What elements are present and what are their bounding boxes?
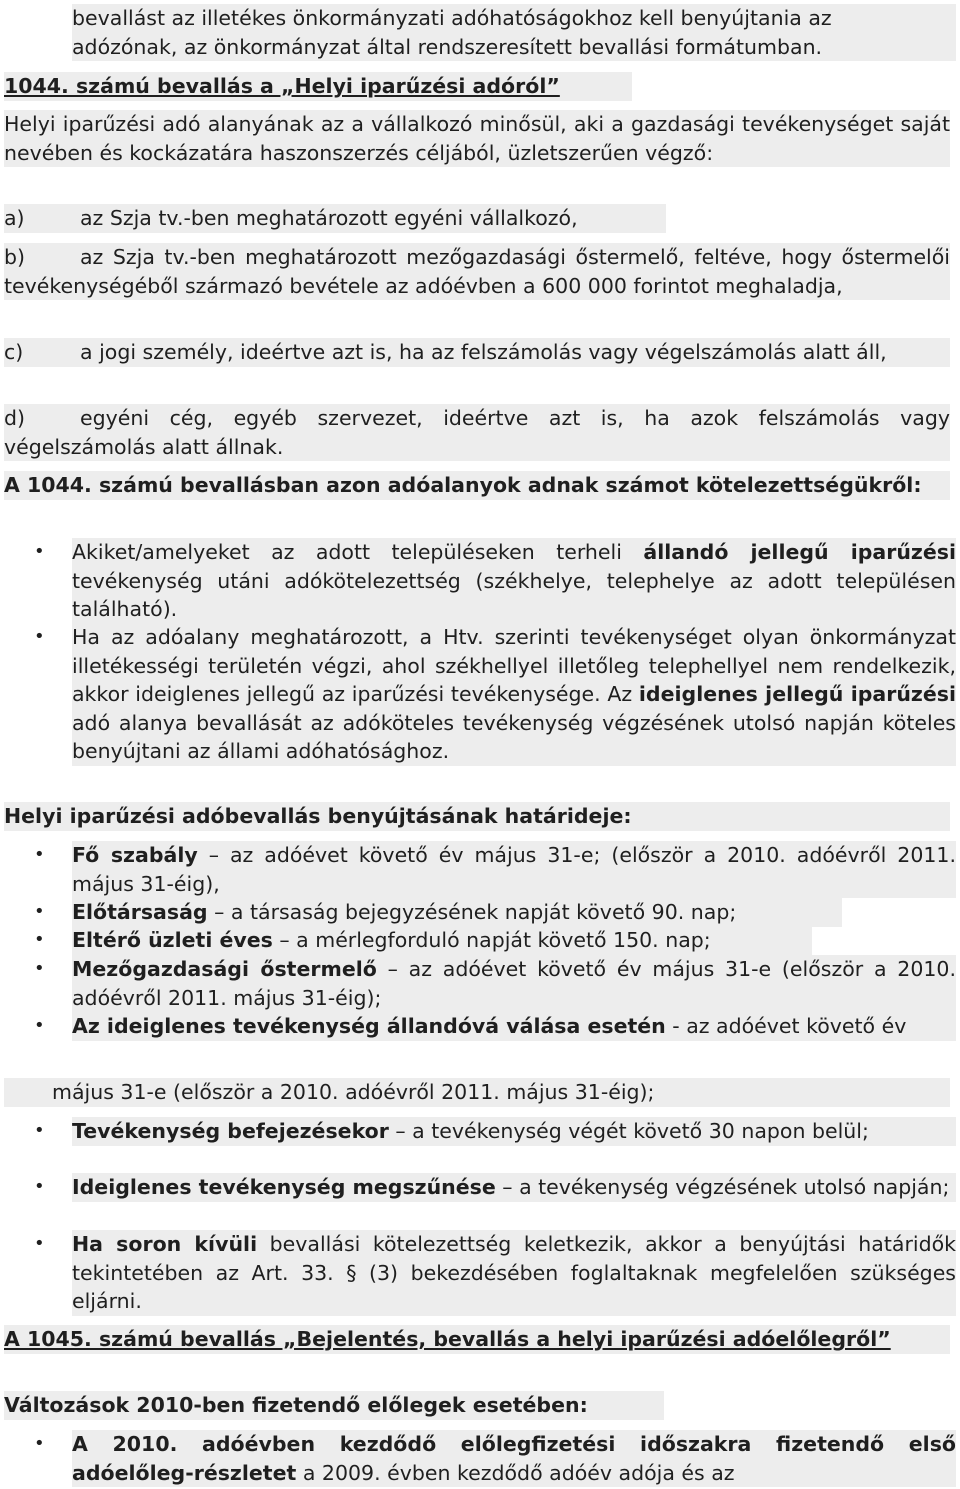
intro-line-1: bevallást az illetékes önkormányzati adóhatóságokhoz kell benyújtania az [72, 6, 832, 30]
intro-line-2: adózónak, az önkormányzat által rendszeresített bevallási formátumban. [72, 34, 823, 59]
list-item-d [4, 404, 950, 461]
bullet-icon: • [34, 1433, 45, 1454]
section-1045-heading: A 1045. számú bevallás „Bejelentés, bevallás a helyi iparűzési adóelőlegről” [4, 1325, 950, 1354]
section-1044-heading: 1044. számú bevallás a „Helyi iparűzési adóról” [4, 72, 632, 101]
bullet-icon: • [34, 901, 45, 922]
bullet-icon: • [34, 1176, 45, 1197]
bullet-icon: • [34, 844, 45, 865]
list-item-a-text: az Szja tv.-ben meghatározott egyéni vállalkozó, [80, 206, 578, 230]
bullet-icon: • [34, 1120, 45, 1141]
deadline-continuation: május 31-e (először a 2010. adóévről 2011. május 31-éig); [4, 1078, 950, 1107]
bullet-icon: • [34, 541, 45, 562]
list-item-a-label: a) [4, 206, 25, 230]
bullet-icon: • [34, 958, 45, 979]
list-item-c [4, 338, 950, 367]
list-item-c-text: a jogi személy, ideértve azt is, ha az felszámolás vagy végelszámolás alatt áll, [80, 340, 887, 364]
list-item-b-label: b) [4, 245, 26, 269]
list-item-c-label: c) [4, 340, 24, 364]
list-item-b-text: az Szja tv.-ben meghatározott mezőgazdasági őstermelő, feltéve, hogy őstermelői tevékenységéből származó bevétele az adóévben a 600 000 forintot meghaladja, [4, 245, 950, 298]
deadline-heading: Helyi iparűzési adóbevallás benyújtásának határideje: [4, 802, 950, 831]
intro-paragraph [72, 4, 956, 61]
list-item-d-label: d) [4, 406, 26, 430]
section-1044-paragraph: Helyi iparűzési adó alanyának az a vállalkozó minősül, aki a gazdasági tevékenységet saját nevében és kockázatára haszonszerzés céljából, üzletszerűen végző: [4, 110, 950, 167]
changes-heading: Változások 2010-ben fizetendő előlegek esetében: [4, 1391, 664, 1420]
bullet-icon: • [34, 626, 45, 647]
obligation-heading: A 1044. számú bevallásban azon adóalanyok adnak számot kötelezettségükről: [4, 471, 950, 500]
list-item-d-text: egyéni cég, egyéb szervezet, ideértve azt is, ha azok felszámolás vagy végelszámolás alatt állnak. [4, 406, 950, 459]
bullet-icon: • [34, 1233, 45, 1254]
bullet-icon: • [34, 929, 45, 950]
bullet-icon: • [34, 1015, 45, 1036]
list-item-b [4, 243, 950, 300]
list-item-a [4, 204, 666, 233]
